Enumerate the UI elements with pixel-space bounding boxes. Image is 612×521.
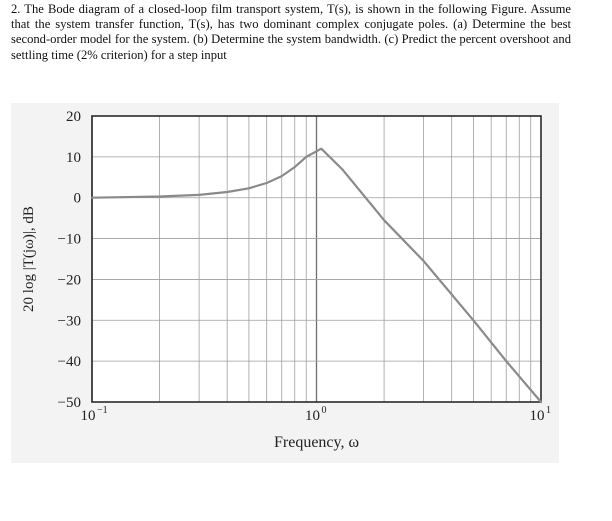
- y-tick-label: −10: [57, 231, 81, 248]
- x-tick-labels: [81, 405, 552, 424]
- problem-statement: 2. The Bode diagram of a closed-loop film transport system, T(s), is shown in the following Figure. Assume that the system transfer function, T(s), has two dominant complex conjugate poles. (a) Determine the best second-order model for the system. (b) Determine the system bandwidth. (c) Predict the percent overshoot and settling time (2% criterion) for a step input: [11, 2, 571, 62]
- grid: [92, 116, 541, 402]
- y-tick-label: −50: [57, 395, 81, 411]
- y-tick-label: −40: [57, 354, 81, 371]
- y-tick-label: −30: [57, 313, 81, 330]
- x-tick-label: 10: [305, 408, 320, 424]
- x-axis-label: Frequency, ω: [273, 434, 360, 451]
- x-tick-exponent: 0: [321, 405, 327, 416]
- y-tick-label: 0: [73, 190, 81, 207]
- y-axis-label: 20 log |T(jω)|, dB: [21, 206, 37, 312]
- x-tick-label: 10: [529, 408, 545, 424]
- y-tick-label: 10: [66, 149, 81, 166]
- x-tick-label: 10: [80, 408, 96, 424]
- x-tick-exponent: 1: [546, 405, 551, 416]
- y-tick-label: 20: [66, 109, 81, 125]
- y-tick-label: −20: [57, 272, 81, 289]
- bode-magnitude-chart: [11, 103, 559, 463]
- x-tick-exponent: −1: [97, 405, 108, 416]
- y-tick-labels: [58, 109, 81, 411]
